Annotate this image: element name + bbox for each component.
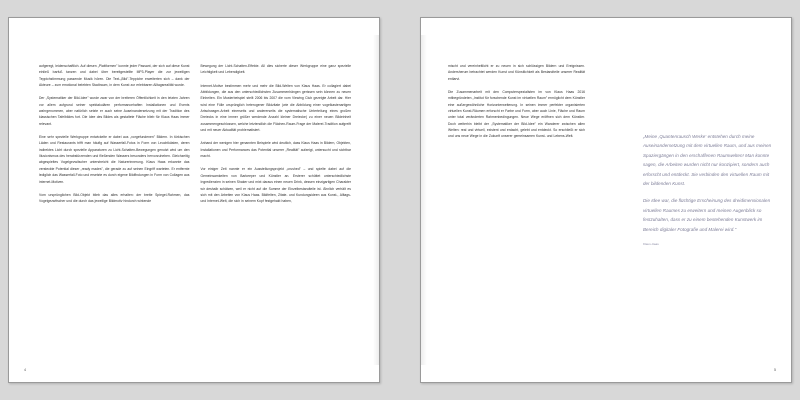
page-right: [420, 17, 792, 383]
paragraph: Internet-Motive bestimmen mehr und mehr die Bild-Welten von Klaus Haas. Er collagiert dabei Abbildungen, die aus den unterschiedlichsten Zusammenhängen gerissen sein können zu neuen Einheiten. Ein Musterbeispiel stellt 2006 bis 2007 die vom Viewing Club gezeigte Arbeit dar. Hier wird eine Fülle ursprünglich heterogener Bildzitate (wie die Abbildung einer vogelkastenartigen Artschwager-Arbeit einerseits und andererseits die systematische Unterteilung eines großen Dreiecks in eine immer größer werdende Anzahl kleiner Dreiecke) zu einer neuen Bildeinheit zusammengeschlossen, welche letztendlich die Flächen-Raum-Frage der Malerei-Tradition aufgreift und mit neuer Aktualität problematisiert.: [200, 83, 351, 133]
paragraph: Eine sehr spezielle Werkgruppe entwickelte er dabei aus „vorgefundenen" Bildern. In türkischen Läden und Restaurants trifft man häufig auf Wasserfall-Fotos in Form von Leuchtkästen, deren indirektes Licht durch spezielle Apparaturen zu Licht-Schatten-Bewegungen genutzt wird um den Illusionismus des herabstürzenden und fließenden Wassers besonders hervorzuheben. Gleichzeitig abgespieltes Vogelgezwitscher unterstreicht die Naturerinnerung. Klaus Haas erkannte das versteckte Potential dieser „ready mades", die gerade zu auf seinen Eingriff warteten. Er entfernte lediglich das Wasserfall-Foto und ersetzte es durch eigene Bildfindungen in Form von Collagen aus internet-Motiven.: [39, 135, 190, 184]
page-number-right: 5: [774, 368, 776, 372]
pull-quote-paragraph: „Meine ‚Quantenrausch Werke‘ entstehen durch meine Auseinandersetzung mit dem virtuellen Raum, und aus meinen Spaziergängen in den erschaffenen Raumwelten! Man konnte sagen, die Arbeiten wurden nicht nur konzipiert, sondern auch erforscht und entdeckt. Sie verbinden den virtuellen Raum mit der bildenden Kunst.: [643, 134, 772, 187]
page-right-content: [421, 18, 791, 382]
pull-quote-author: Klaus Haas: [643, 242, 659, 247]
paragraph: mischt und vereinheitlicht er zu neuen in sich schlüssigen Bildern und Ereignissen. Andersherum betrachtet werden Kunst und Künstlichkeit als Bestandteile unserer Realität entlarvt.: [448, 64, 585, 81]
paragraph: Vor einiger Zeit nannte er ein Ausstellungsprojekt „crushed" – und spielte dabei auf die Gemeinsamkeiten von Barkeeper und Künstler an. Ersterer schüttet unterschiedlichste Ingredienzien in seinen Shaker und mixt daraus einen neuen Drink, dessen einzigartigen Charakter wir deshalb schätzen, weil er nicht auf die Summe der Einzelbestandteile ist. Ähnlich verhält es sich mit den Arbeiten von Klaus Haas. Bildfelten, Zitate- und Kundungsideen aus Kunst-, Alltags- und Internet-Welt, die sich in seinem Kopf festgehakt haben,: [200, 167, 351, 204]
page-left-columns: [39, 63, 351, 205]
paragraph: aufgeregt, leidenschaftlich. Auf diesen „Plattformen" konnte jeder Passant, der sich auf diese Kunst einließ barfuß tanzen und dabei über bereitgestellte MP3-Player die zur jeweiligen Teppichstimmung passende Musik hören. Die Text-„Bild"-Teppiche erweiterten sich – dank der Akteure – zum emotional belebten Stadtraum, in dem Kunst zur erlebbaren Alltagsrealität wurde.: [39, 64, 190, 88]
page-number-left: 4: [24, 368, 26, 372]
pull-quote-paragraph: Die Idee war, die flüchtige Erscheinung des dreidimensionalen virtuellen Raumes zu erweitern und meinen Augenblick so festzuhalten, dass er zu einem bestehenden Kunstwerk im Bereich digitaler Fotografie und Malerei wird.": [643, 198, 771, 232]
page-left-content: [9, 18, 379, 382]
page-left-column-2: [201, 63, 352, 205]
paragraph: Bewegung der Licht-Schatten-Effekte. All dies sicherte dieser Werkgruppe eine ganz spezielle Leichtigkeit und Lebendigkeit.: [200, 64, 351, 75]
page-right-columns: [448, 63, 733, 140]
pull-quote: [643, 132, 773, 246]
page-left-column-1: [39, 63, 190, 205]
paragraph: Der „Systematiker der Bild-Idee" wurde zwar von der breiteren Öffentlichkeit in den letzten Jahren vor allem aufgrund seiner spektakulären performancehaften Installationen und Events wahrgenommen, aber natürlich setzte er auch seine Auseinandersetzung mit der Tradition des klassischen Tafelbildes fort. Die Idee des Bildes als gestaltete Fläche blieb für Klaus Haas immer relevant.: [39, 96, 190, 126]
paragraph: Vom ursprünglichen Bild-Objekt blieb das alles erhalten: der breite Spiegel-Rahmen, das Vogelgezwitscher und die durch das jeweilige Bildmotiv hindurch wirkende: [39, 192, 190, 204]
paragraph: Die Zusammenarbeit mit den Computerspezialisten im von Klaus Haas 2016 mitbegründeten „Institut für forschende Kunst im virtuellen Raum" ermöglicht dem Künstler eine außergewöhnliche Horizonterweiterung. In seinen immer perfekter organisierten virtuellen Kunst-Räumen erforscht er Farbe und Form, aber auch Linie, Fläche und Raum unter total veränderten Rahmenbedingungen. Neue Wege eröffnen sich dem Künstler. Doch weiterhin bleibt der „Systematiker der Bild-Idee" ein Wanderer zwischen allen Welten: real und virtuell, existent und erdacht, gelebt und entdeckt. So erschließt er sich und uns neue Wege in die Zukunft unserer gemeinsamen Kunst- und Lebens-Welt.: [448, 90, 585, 139]
gutter-shadow-right: [421, 35, 427, 365]
gutter-shadow-left: [373, 35, 379, 365]
page-right-column-2-spacer: [596, 63, 733, 140]
page-left: [8, 17, 380, 383]
page-right-column-1: [448, 63, 585, 140]
paragraph: Anhand der wenigen hier genannten Beispiele wird deutlich, dass Klaus Haas in Bildern, Objekten, Installationen und Performances das Potential unserer „Realität" aufzeigt, untersucht und sichtbar macht.: [200, 141, 351, 159]
